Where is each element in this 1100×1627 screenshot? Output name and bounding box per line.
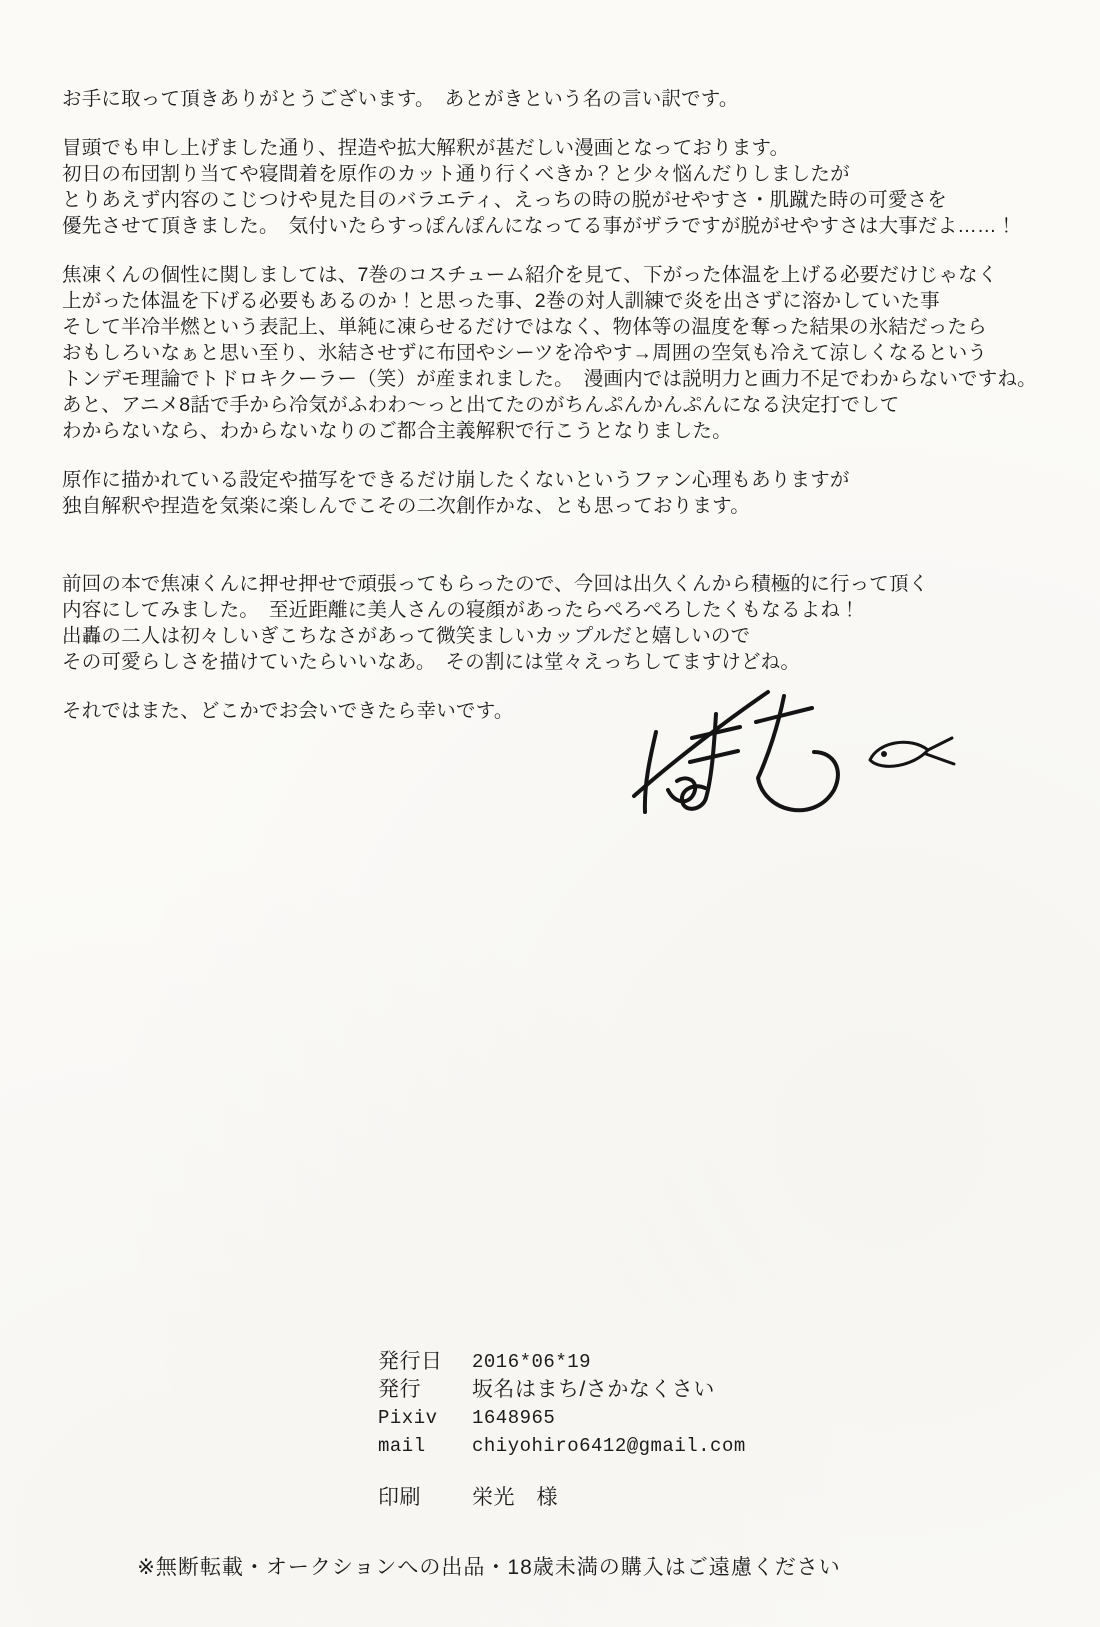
text-line: おもしろいなぁと思い至り、氷結させずに布団やシーツを冷やす→周囲の空気も冷えて涼しくなるという bbox=[62, 342, 988, 364]
text-line: あと、アニメ8話で手から冷気がふわわ～っと出てたのがちんぷんかんぷんになる決定打でして bbox=[62, 394, 900, 416]
colophon-value: chiyohiro6412@gmail.com bbox=[472, 1435, 746, 1457]
fish-doodle-icon bbox=[870, 738, 954, 766]
paragraph-fan-mind bbox=[62, 467, 1062, 519]
paragraph-thanks bbox=[62, 86, 1062, 112]
text-line: 前回の本で焦凍くんに押せ押せで頑張ってもらったので、今回は出久くんから積極的に行って頂く bbox=[62, 573, 929, 595]
text-line: とりあえず内容のこじつけや見た目のバラエティ、えっちの時の脱がせやすさ・肌蹴た時の可愛さを bbox=[62, 189, 947, 211]
colophon-row-printer bbox=[378, 1484, 746, 1512]
colophon-label: 発行日 bbox=[378, 1350, 443, 1373]
afterword-text bbox=[62, 86, 1062, 747]
text-line: 冒頭でも申し上げました通り、捏造や拡大解釈が甚だしい漫画となっております。 bbox=[62, 137, 790, 159]
text-line: わからないなら、わからないなりのご都合主義解釈で行こうとなりました。 bbox=[62, 420, 732, 442]
colophon bbox=[378, 1348, 746, 1512]
text-line: 上がった体温を下げる必要もあるのか！と思った事、2巻の対人訓練で炎を出さずに溶かしていた事 bbox=[62, 290, 940, 312]
signature-stroke bbox=[756, 708, 812, 722]
text-line: その可愛らしさを描けていたらいいなあ。 その割には堂々えっちしてますけどね。 bbox=[62, 651, 801, 673]
fish-tail bbox=[928, 738, 952, 750]
colophon-value: 2016*06*19 bbox=[472, 1351, 592, 1373]
text-line: 初日の布団割り当てや寝間着を原作のカット通り行くべきか？と少々悩んだりしましたが bbox=[62, 163, 850, 185]
colophon-value: 1648965 bbox=[472, 1407, 556, 1429]
text-line: それではまた、どこかでお会いできたら幸いです。 bbox=[62, 700, 514, 722]
colophon-row-mail bbox=[378, 1432, 746, 1460]
text-line: 優先させて頂きました。 気付いたらすっぽんぽんになってる事がザラですが脱がせやすさは大事だよ……！ bbox=[62, 215, 1017, 237]
colophon-row-date bbox=[378, 1348, 746, 1376]
signature-stroke bbox=[645, 732, 656, 812]
text-line: 独自解釈や捏造を気楽に楽しんでこその二次創作かな、とも思っております。 bbox=[62, 495, 750, 517]
colophon-row-publisher bbox=[378, 1376, 746, 1404]
text-line: 内容にしてみました。 至近距離に美人さんの寝顔があったらぺろぺろしたくもなるよね！ bbox=[62, 599, 860, 621]
paragraph-intro bbox=[62, 135, 1062, 239]
fish-tail bbox=[926, 754, 954, 764]
text-line: 原作に描かれている設定や描写をできるだけ崩したくないというファン心理もありますが bbox=[62, 469, 850, 491]
signature-handwriting bbox=[612, 672, 972, 832]
signature-hamachi bbox=[612, 672, 972, 832]
colophon-label: Pixiv bbox=[378, 1407, 438, 1429]
colophon-value: 坂名はまち/さかなくさい bbox=[472, 1378, 715, 1401]
text-line: 出轟の二人は初々しいぎこちなさがあって微笑ましいカップルだと嬉しいので bbox=[62, 625, 751, 647]
colophon-label: 印刷 bbox=[378, 1486, 421, 1509]
text-line: お手に取って頂きありがとうございます。 あとがきという名の言い訳です。 bbox=[62, 88, 739, 110]
text-line: トンデモ理論でトドロキクーラー（笑）が産まれました。 漫画内では説明力と画力不足でわからないですね。 bbox=[62, 368, 1037, 390]
age-restriction-note: ※無断転載・オークションへの出品・18歳未満の購入はご遠慮ください bbox=[137, 1556, 841, 1579]
colophon-label: mail bbox=[378, 1435, 426, 1457]
colophon-value: 栄光 様 bbox=[472, 1486, 558, 1509]
text-line: 焦凍くんの個性に関しましては、7巻のコスチューム紹介を見て、下がった体温を上げる必要だけじゃなく bbox=[62, 264, 998, 286]
fish-eye bbox=[881, 751, 887, 757]
text-line: そして半冷半燃という表記上、単純に凍らせるだけではなく、物体等の温度を奪った結果の氷結だったら bbox=[62, 316, 987, 338]
paragraph-quirk bbox=[62, 262, 1062, 444]
colophon-label: 発行 bbox=[378, 1378, 421, 1401]
fish-body bbox=[870, 742, 928, 766]
paragraph-this-book bbox=[62, 571, 1062, 675]
colophon-row-pixiv bbox=[378, 1404, 746, 1432]
